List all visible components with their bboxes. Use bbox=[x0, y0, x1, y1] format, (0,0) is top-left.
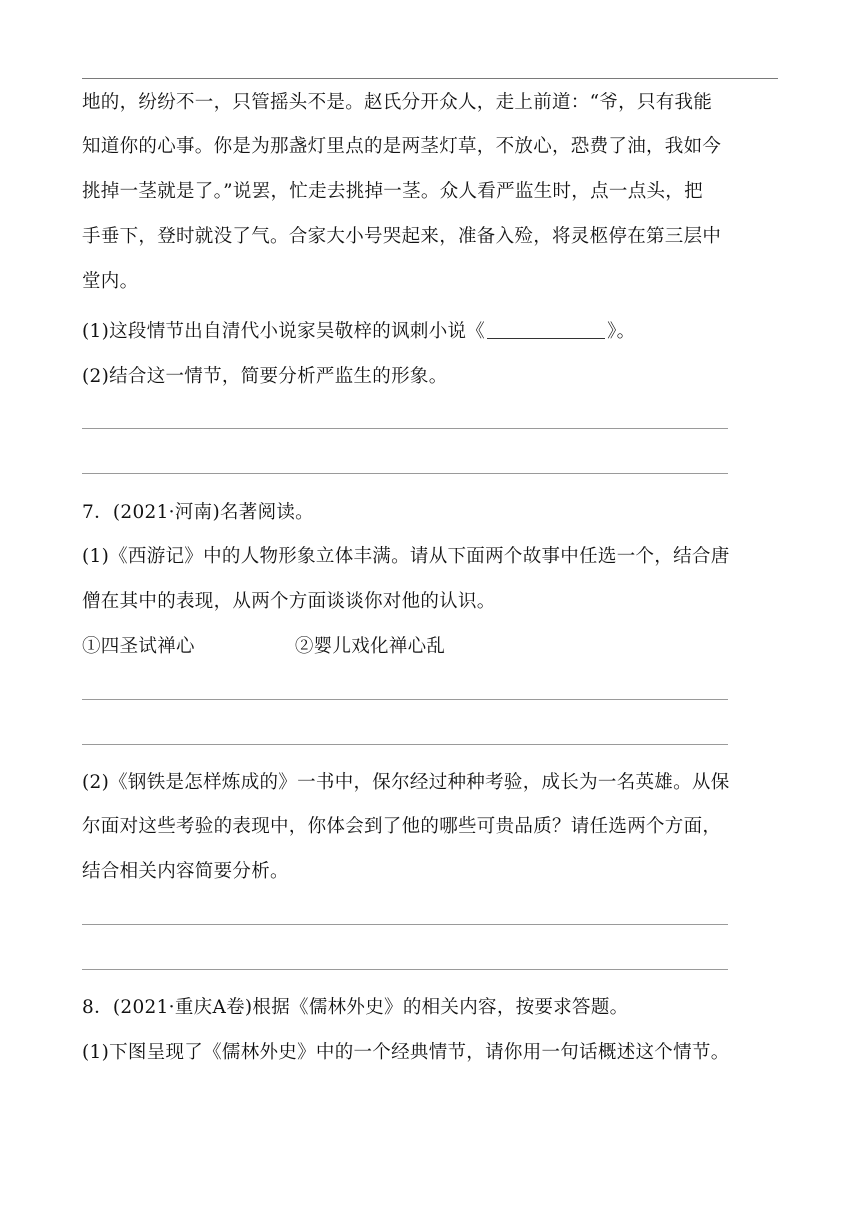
q6-sub1-suffix: 》。 bbox=[607, 321, 636, 342]
q8-sub1: (1)下图呈现了《儒林外史》中的一个经典情节，请你用一句话概述这个情节。 bbox=[82, 1042, 730, 1063]
q7-options bbox=[82, 635, 445, 659]
q7-option-1: ①四圣试禅心 bbox=[82, 636, 195, 657]
q7-title: 7．(2021·河南)名著阅读。 bbox=[82, 502, 314, 523]
q7-sub2-answer-line-1[interactable] bbox=[82, 924, 728, 925]
q6-answer-line-1[interactable] bbox=[82, 428, 728, 429]
q7-sub1-answer-line-1[interactable] bbox=[82, 699, 728, 700]
q7-sub1-line-1: (1)《西游记》中的人物形象立体丰满。请从下面两个故事中任选一个，结合唐 bbox=[82, 546, 730, 567]
passage-line-3: 挑掉一茎就是了。”说罢，忙走去挑掉一茎。众人看严监生时，点一点头，把 bbox=[82, 181, 703, 202]
q7-sub2-answer-line-2[interactable] bbox=[82, 969, 728, 970]
q7-option-2: ②婴儿戏化禅心乱 bbox=[294, 636, 446, 657]
q6-sub1 bbox=[82, 320, 635, 344]
q7-sub2-line-2: 尔面对这些考验的表现中，你体会到了他的哪些可贵品质？请任选两个方面， bbox=[82, 816, 722, 837]
q6-sub2: (2)结合这一情节，简要分析严监生的形象。 bbox=[82, 366, 448, 387]
q8-title: 8．(2021·重庆A卷)根据《儒林外史》的相关内容，按要求答题。 bbox=[82, 997, 629, 1018]
header-rule bbox=[82, 78, 778, 79]
q7-sub2-line-1: (2)《钢铁是怎样炼成的》一书中，保尔经过种种考验，成长为一名英雄。从保 bbox=[82, 772, 730, 793]
q6-answer-line-2[interactable] bbox=[82, 473, 728, 474]
passage-line-1: 地的，纷纷不一，只管摇头不是。赵氏分开众人，走上前道：“爷，只有我能 bbox=[82, 92, 713, 113]
q7-sub1-answer-line-2[interactable] bbox=[82, 744, 728, 745]
q7-sub1-line-2: 僧在其中的表现，从两个方面谈谈你对他的认识。 bbox=[82, 591, 496, 612]
q6-sub1-blank[interactable] bbox=[487, 320, 605, 339]
q6-sub1-prefix: (1)这段情节出自清代小说家吴敬梓的讽刺小说《 bbox=[82, 321, 486, 342]
q7-sub2-line-3: 结合相关内容简要分析。 bbox=[82, 861, 289, 882]
passage-line-2: 知道你的心事。你是为那盏灯里点的是两茎灯草，不放心，恐费了油，我如今 bbox=[82, 136, 722, 157]
passage-line-5: 堂内。 bbox=[82, 271, 139, 292]
passage-line-4: 手垂下，登时就没了气。合家大小号哭起来，准备入殓，将灵柩停在第三层中 bbox=[82, 226, 722, 247]
